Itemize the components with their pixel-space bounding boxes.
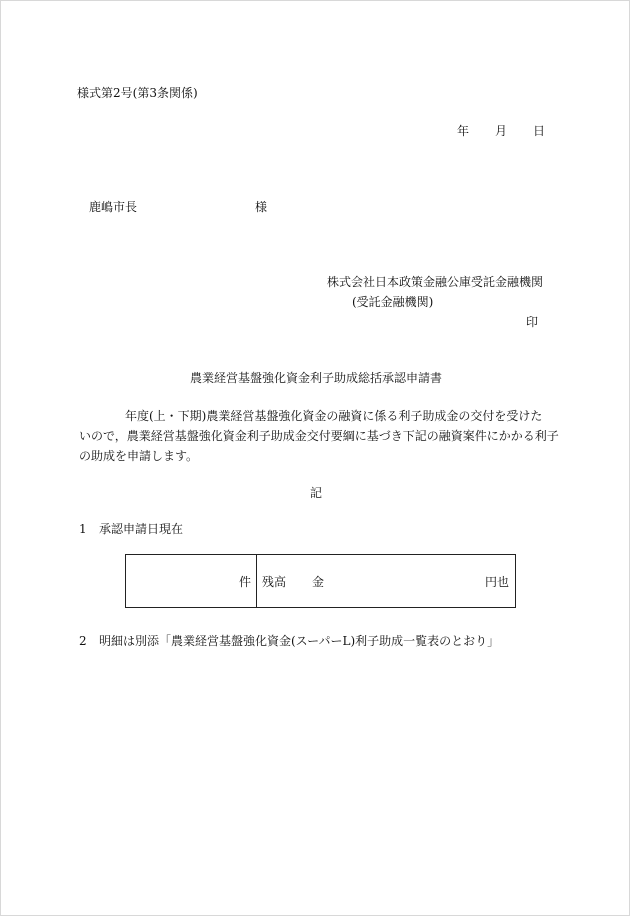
body-line-2: いので，農業経営基盤強化資金利子助成金交付要綱に基づき下記の融資案件にかかる利子 <box>79 429 559 443</box>
item-2-label: 明細は別添「農業経営基盤強化資金(スーパーL)利子助成一覧表のとおり」 <box>99 634 500 648</box>
item-2 <box>79 633 499 649</box>
body-line-1: 年度(上・下期)農業経営基盤強化資金の融資に係る利子助成金の交付を受けた <box>125 409 543 423</box>
item-2-number: 2 <box>79 634 87 648</box>
form-number: 様式第2号(第3条関係) <box>77 86 198 100</box>
amount-cell[interactable] <box>257 555 515 607</box>
addressee-honorific: 様 <box>255 200 268 214</box>
amount-unit: 円也 <box>484 574 509 589</box>
date-day-label: 日 <box>533 124 546 138</box>
date-year-label: 年 <box>457 124 470 138</box>
date-line <box>457 123 545 139</box>
item-1-number: 1 <box>79 522 87 536</box>
document-title: 農業経営基盤強化資金利子助成総括承認申請書 <box>189 371 442 385</box>
date-month-label: 月 <box>495 124 508 138</box>
applicant-subtitle: (受託金融機関) <box>352 295 434 309</box>
seal-mark: 印 <box>526 315 539 329</box>
ki-heading: 記 <box>309 486 322 500</box>
balance-label: 残高 <box>262 574 287 589</box>
applicant-name: 株式会社日本政策金融公庫受託金融機関 <box>327 275 544 289</box>
balance-table <box>125 554 516 608</box>
addressee <box>89 199 268 215</box>
count-unit: 件 <box>238 574 251 589</box>
addressee-name: 鹿嶋市長 <box>89 200 138 214</box>
item-1 <box>79 521 183 537</box>
count-cell[interactable] <box>126 555 257 607</box>
yen-label: 金 <box>312 574 325 589</box>
item-1-label: 承認申請日現在 <box>99 522 184 536</box>
body-paragraph <box>79 406 559 466</box>
body-line-3: の助成を申請します。 <box>79 449 199 463</box>
